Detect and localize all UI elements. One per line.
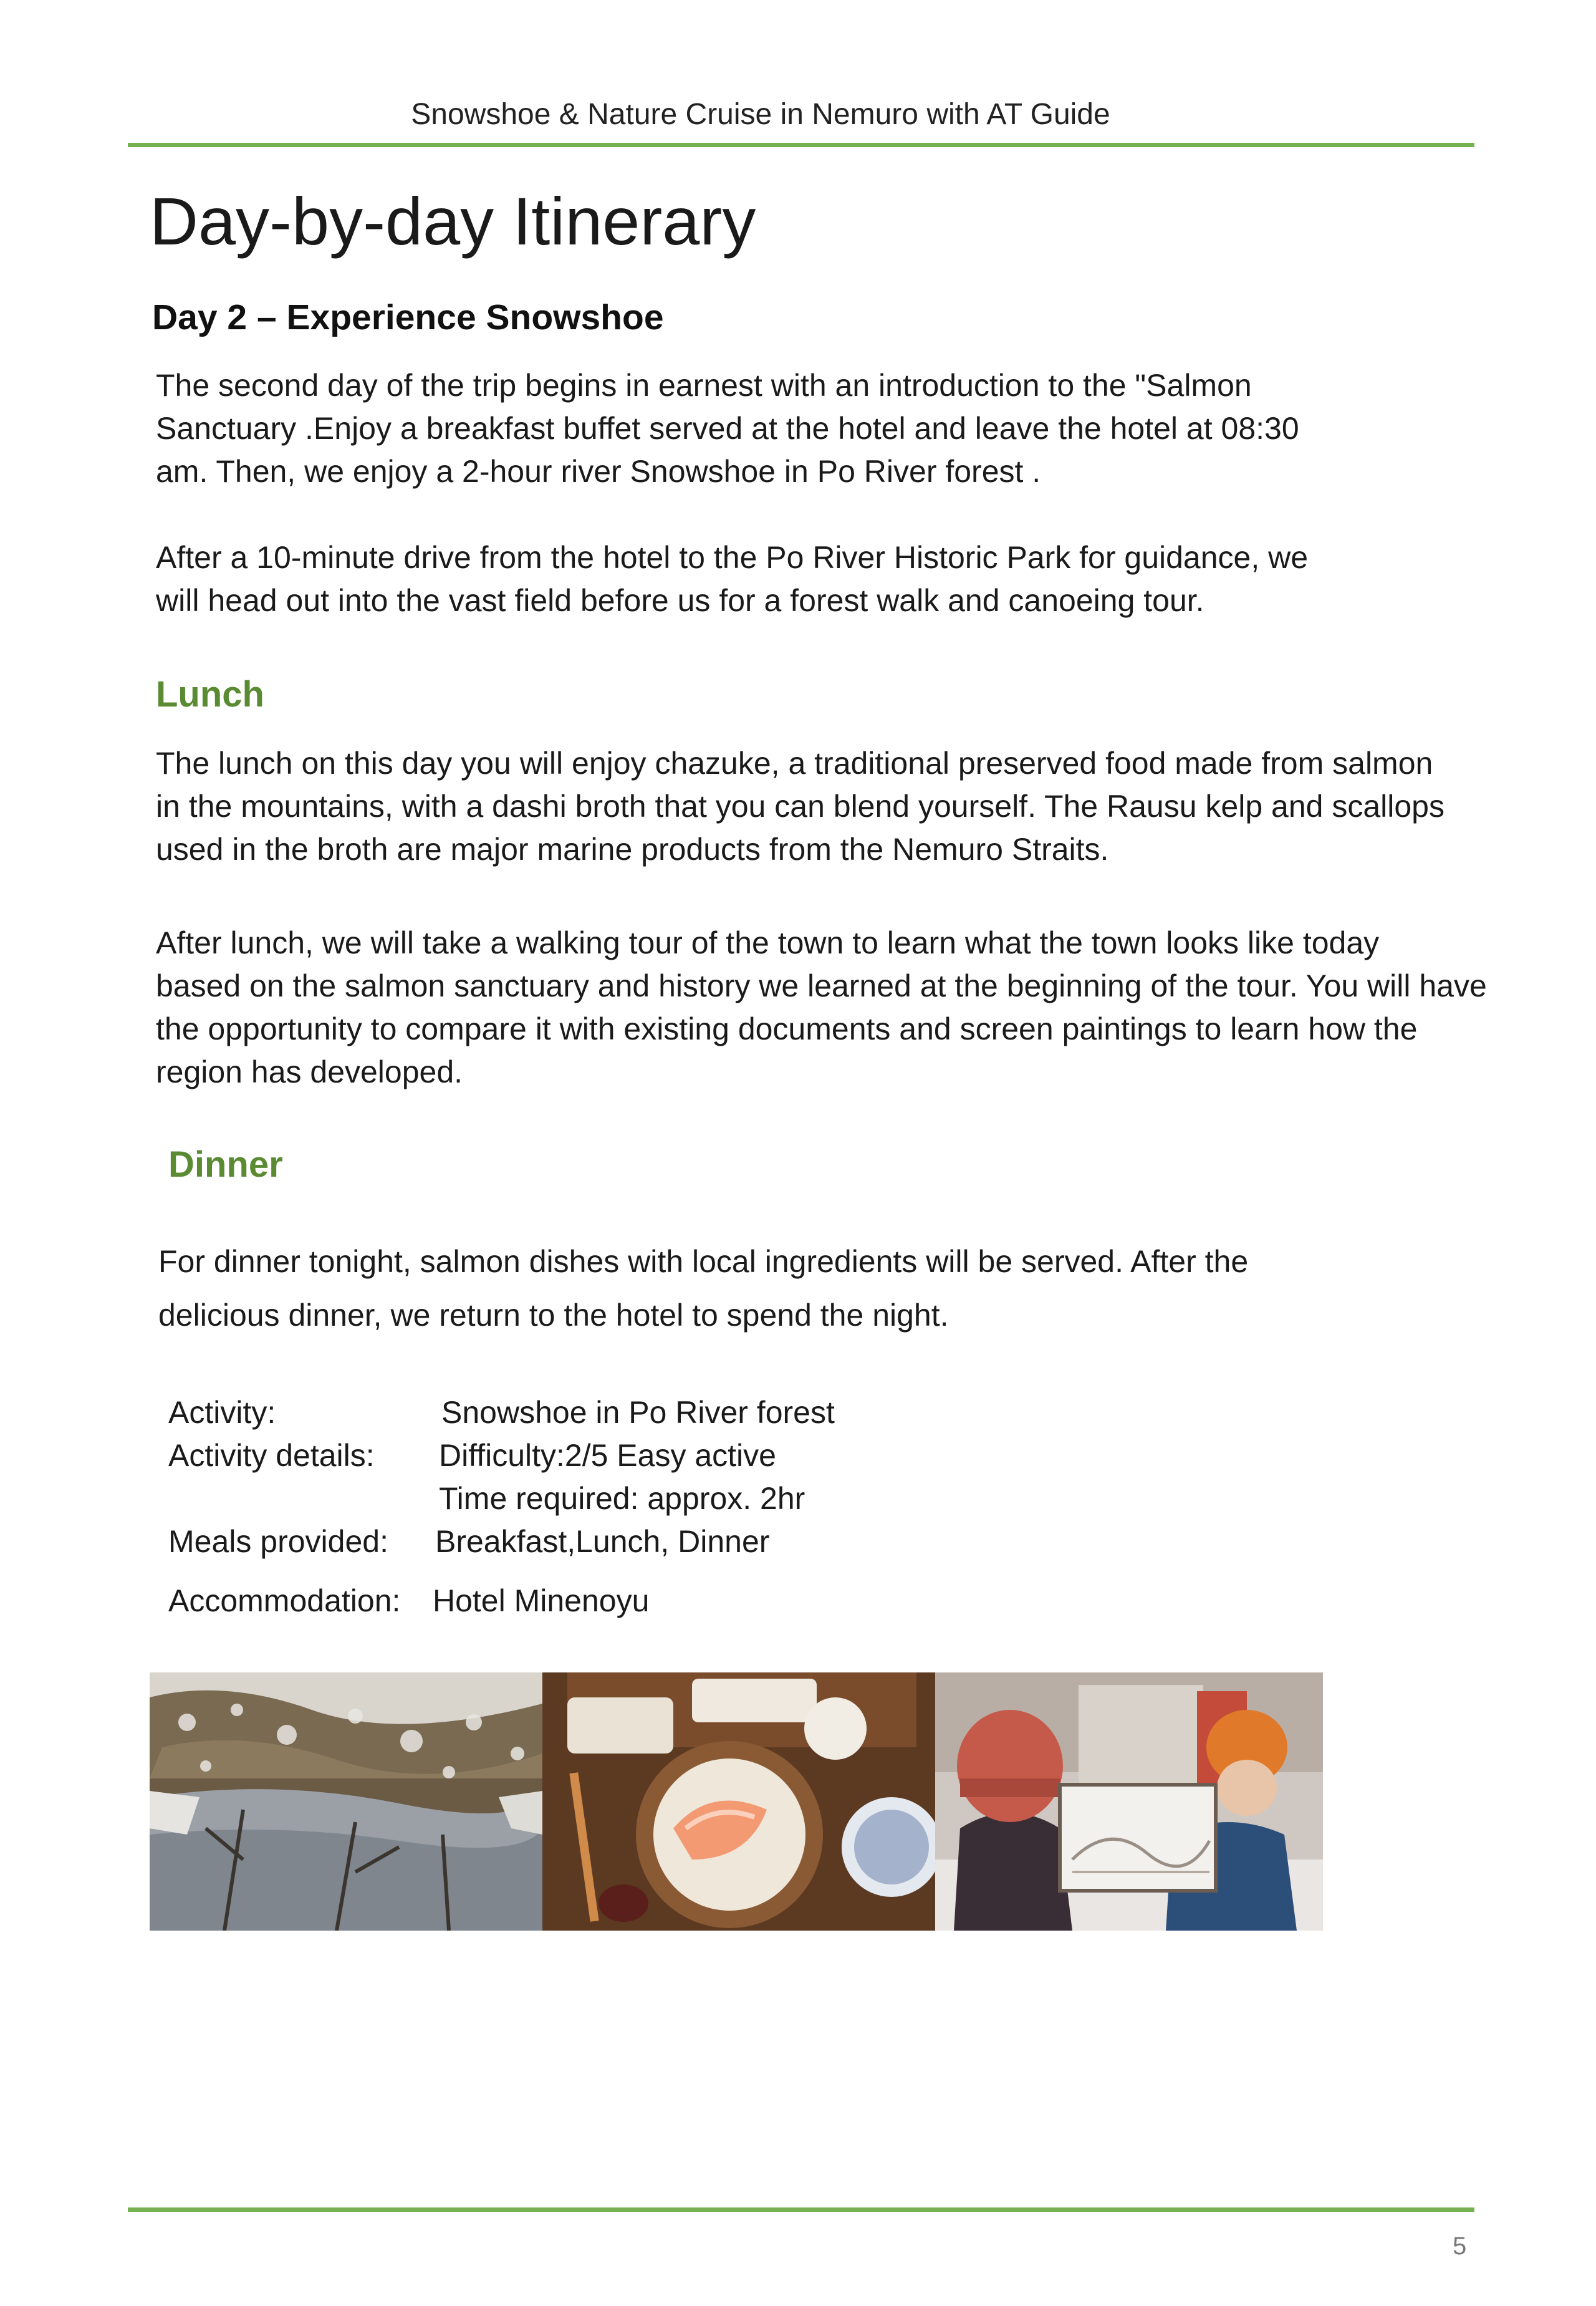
photo-strip <box>150 1672 1323 1931</box>
header-divider <box>128 143 1474 147</box>
meals-value: Breakfast,Lunch, Dinner <box>435 1524 770 1559</box>
meals-label: Meals provided: <box>168 1524 388 1559</box>
day-intro-paragraph-2: After a 10-minute drive from the hotel to the Po River Historic Park for guidance, we will head out into the vast field before us for a forest walk and canoeing tour. <box>156 540 1309 618</box>
dinner-paragraph: For dinner tonight, salmon dishes with local ingredients will be served. After the delicious dinner, we return to the hotel to spend the night. <box>158 1244 1249 1333</box>
forest-stream-photo <box>150 1672 542 1931</box>
salmon-chazuke-photo <box>542 1672 935 1931</box>
accommodation-label: Accommodation: <box>168 1583 401 1618</box>
footer-divider <box>128 2207 1474 2212</box>
page-number: 5 <box>1453 2232 1467 2260</box>
document-header-title: Snowshoe & Nature Cruise in Nemuro with AT Guide <box>411 98 1110 131</box>
activity-label: Activity: <box>168 1395 276 1430</box>
lunch-heading: Lunch <box>156 674 264 715</box>
town-walking-tour-photo <box>935 1672 1323 1931</box>
lunch-paragraph-1: The lunch on this day you will enjoy chazuke, a traditional preserved food made from salmon in the mountains, with a dashi broth that you can blend yourself. The Rausu kelp and scallops used in the broth are major marine products from the Nemuro Straits. <box>156 746 1445 867</box>
day-heading: Day 2 – Experience Snowshoe <box>152 297 664 337</box>
page-title: Day-by-day Itinerary <box>150 183 756 259</box>
activity-details-label: Activity details: <box>168 1438 375 1473</box>
accommodation-value: Hotel Minenoyu <box>433 1583 650 1618</box>
day-intro-paragraph-1: The second day of the trip begins in earnest with an introduction to the "Salmon Sanctuary .Enjoy a breakfast buffet served at the hotel and leave the hotel at 08:30 am. Then, we enjoy a 2-hour river Snowshoe in Po River forest . <box>156 368 1299 489</box>
time-required-value: Time required: approx. 2hr <box>439 1481 805 1516</box>
activity-value: Snowshoe in Po River forest <box>441 1395 835 1430</box>
dinner-heading: Dinner <box>168 1144 283 1185</box>
difficulty-value: Difficulty:2/5 Easy active <box>439 1438 776 1473</box>
lunch-paragraph-2: After lunch, we will take a walking tour of the town to learn what the town looks like today based on the salmon sanctuary and history we learned at the beginning of the tour. You will have the opportunity to compare it with existing documents and screen paintings to learn how the region has developed. <box>156 925 1487 1089</box>
